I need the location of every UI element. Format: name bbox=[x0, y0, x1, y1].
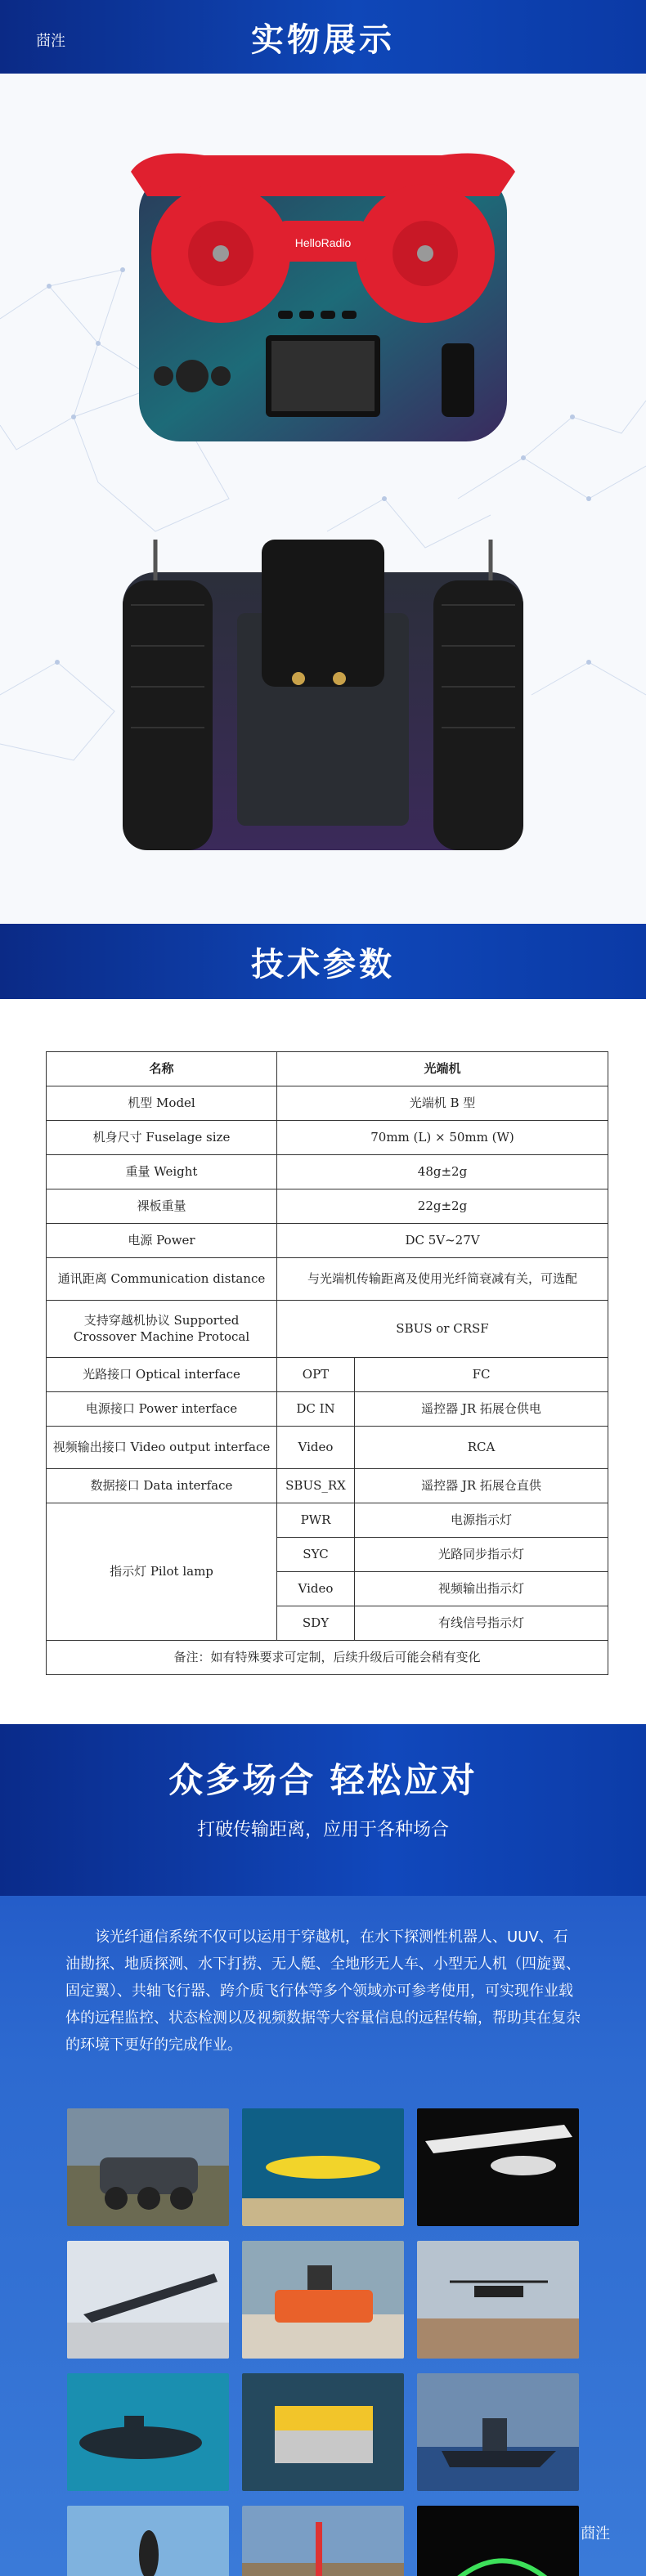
row-value: 遥控器 JR 拓展仓直供 bbox=[355, 1469, 608, 1503]
row-value: 遥控器 JR 拓展仓供电 bbox=[355, 1392, 608, 1427]
applications-title: 众多场合 轻松应对 bbox=[168, 1760, 478, 1800]
table-note: 备注：如有特殊要求可定制，后续升级后可能会稍有变化 bbox=[47, 1641, 608, 1675]
specs-title: 技术参数 bbox=[251, 945, 395, 983]
row-value: FC bbox=[355, 1358, 608, 1392]
photo-unmanned-surface-vessel bbox=[242, 2241, 404, 2359]
row-value: SBUS or CRSF bbox=[277, 1301, 608, 1358]
row-name: 裸板重量 bbox=[47, 1189, 277, 1224]
row-code: DC IN bbox=[277, 1392, 355, 1427]
row-name: 视频输出接口 Video output interface bbox=[47, 1427, 277, 1469]
row-code: Video bbox=[277, 1427, 355, 1469]
specs-header bbox=[0, 924, 646, 999]
row-value: 光端机 B 型 bbox=[277, 1086, 608, 1121]
row-name: 光路接口 Optical interface bbox=[47, 1358, 277, 1392]
table-row bbox=[47, 1392, 608, 1427]
table-row bbox=[47, 1189, 608, 1224]
table-row bbox=[47, 1358, 608, 1392]
row-name: 重量 Weight bbox=[47, 1155, 277, 1189]
applications-subtitle: 打破传输距离，应用于各种场合 bbox=[196, 1820, 449, 1840]
row-value: 光路同步指示灯 bbox=[355, 1538, 608, 1572]
applications-header bbox=[0, 1724, 646, 1896]
table-note-row bbox=[47, 1641, 608, 1675]
row-name: 数据接口 Data interface bbox=[47, 1469, 277, 1503]
product-showcase bbox=[0, 74, 646, 924]
row-code: Video bbox=[277, 1572, 355, 1606]
table-row bbox=[47, 1301, 608, 1358]
row-name: 电源 Power bbox=[47, 1224, 277, 1258]
row-name: 电源接口 Power interface bbox=[47, 1392, 277, 1427]
photo-vtol-drone bbox=[67, 2241, 229, 2359]
photo-underwater-vehicle bbox=[242, 2108, 404, 2226]
header-name: 名称 bbox=[47, 1052, 277, 1086]
photo-usv-on-water bbox=[417, 2373, 579, 2491]
showcase-header bbox=[0, 0, 646, 74]
controller-front-image bbox=[114, 139, 532, 450]
row-code: OPT bbox=[277, 1358, 355, 1392]
row-name: 支持穿越机协议 Supported Crossover Machine Protocal bbox=[47, 1301, 277, 1358]
table-row bbox=[47, 1224, 608, 1258]
applications-image-grid bbox=[67, 2108, 579, 2576]
row-name: 通讯距离 Communication distance bbox=[47, 1258, 277, 1301]
photo-3d-scan bbox=[417, 2506, 579, 2576]
row-code: SDY bbox=[277, 1606, 355, 1641]
row-value: 48g±2g bbox=[277, 1155, 608, 1189]
applications-section bbox=[0, 1724, 646, 2576]
photo-submarine bbox=[67, 2373, 229, 2491]
footer-brand-label: 莔泩 bbox=[581, 2525, 610, 2542]
row-code: SYC bbox=[277, 1538, 355, 1572]
photo-fixed-wing-drone bbox=[417, 2108, 579, 2226]
row-value: 电源指示灯 bbox=[355, 1503, 608, 1538]
table-row bbox=[47, 1155, 608, 1189]
table-row bbox=[47, 1258, 608, 1301]
row-value: RCA bbox=[355, 1427, 608, 1469]
table-row bbox=[47, 1469, 608, 1503]
row-value: 与光端机传输距离及使用光纤简衰减有关，可选配 bbox=[277, 1258, 608, 1301]
row-value: 视频输出指示灯 bbox=[355, 1572, 608, 1606]
pilot-lamp-name: 指示灯 Pilot lamp bbox=[47, 1503, 277, 1641]
table-row bbox=[47, 1121, 608, 1155]
table-row bbox=[47, 1427, 608, 1469]
specs-section bbox=[0, 999, 646, 1724]
controller-logo: HelloRadio bbox=[294, 236, 352, 249]
photo-coaxial-aircraft bbox=[67, 2506, 229, 2576]
photo-rov bbox=[242, 2373, 404, 2491]
table-row bbox=[47, 1086, 608, 1121]
row-value: 70mm (L) × 50mm (W) bbox=[277, 1121, 608, 1155]
row-name: 机身尺寸 Fuselage size bbox=[47, 1121, 277, 1155]
table-header-row bbox=[47, 1052, 608, 1086]
spec-table bbox=[46, 1051, 608, 1675]
table-row bbox=[47, 1503, 608, 1538]
row-name: 机型 Model bbox=[47, 1086, 277, 1121]
row-value: DC 5V~27V bbox=[277, 1224, 608, 1258]
photo-oil-field bbox=[242, 2506, 404, 2576]
controller-back-image bbox=[123, 531, 523, 858]
showcase-title: 实物展示 bbox=[251, 20, 395, 59]
row-code: SBUS_RX bbox=[277, 1469, 355, 1503]
header-value: 光端机 bbox=[277, 1052, 608, 1086]
row-code: PWR bbox=[277, 1503, 355, 1538]
photo-multirotor-drone bbox=[417, 2241, 579, 2359]
applications-paragraph: 该光纤通信系统不仅可以运用于穿越机，在水下探测性机器人、UUV、石油勘探、地质探测、水下打捞、无人艇、全地形无人车、小型无人机（四旋翼、固定翼）、共轴飞行器、跨介质飞行体等多个领域亦可参考使用，可实现作业载体的远程监控、状态检测以及视频数据等大容量信息的远程传输，帮助其在复杂的环境下更好的完成作业。 bbox=[65, 1929, 581, 2054]
row-value: 有线信号指示灯 bbox=[355, 1606, 608, 1641]
brand-label: 莔泩 bbox=[36, 33, 65, 50]
photo-unmanned-ground-vehicle bbox=[67, 2108, 229, 2226]
row-value: 22g±2g bbox=[277, 1189, 608, 1224]
